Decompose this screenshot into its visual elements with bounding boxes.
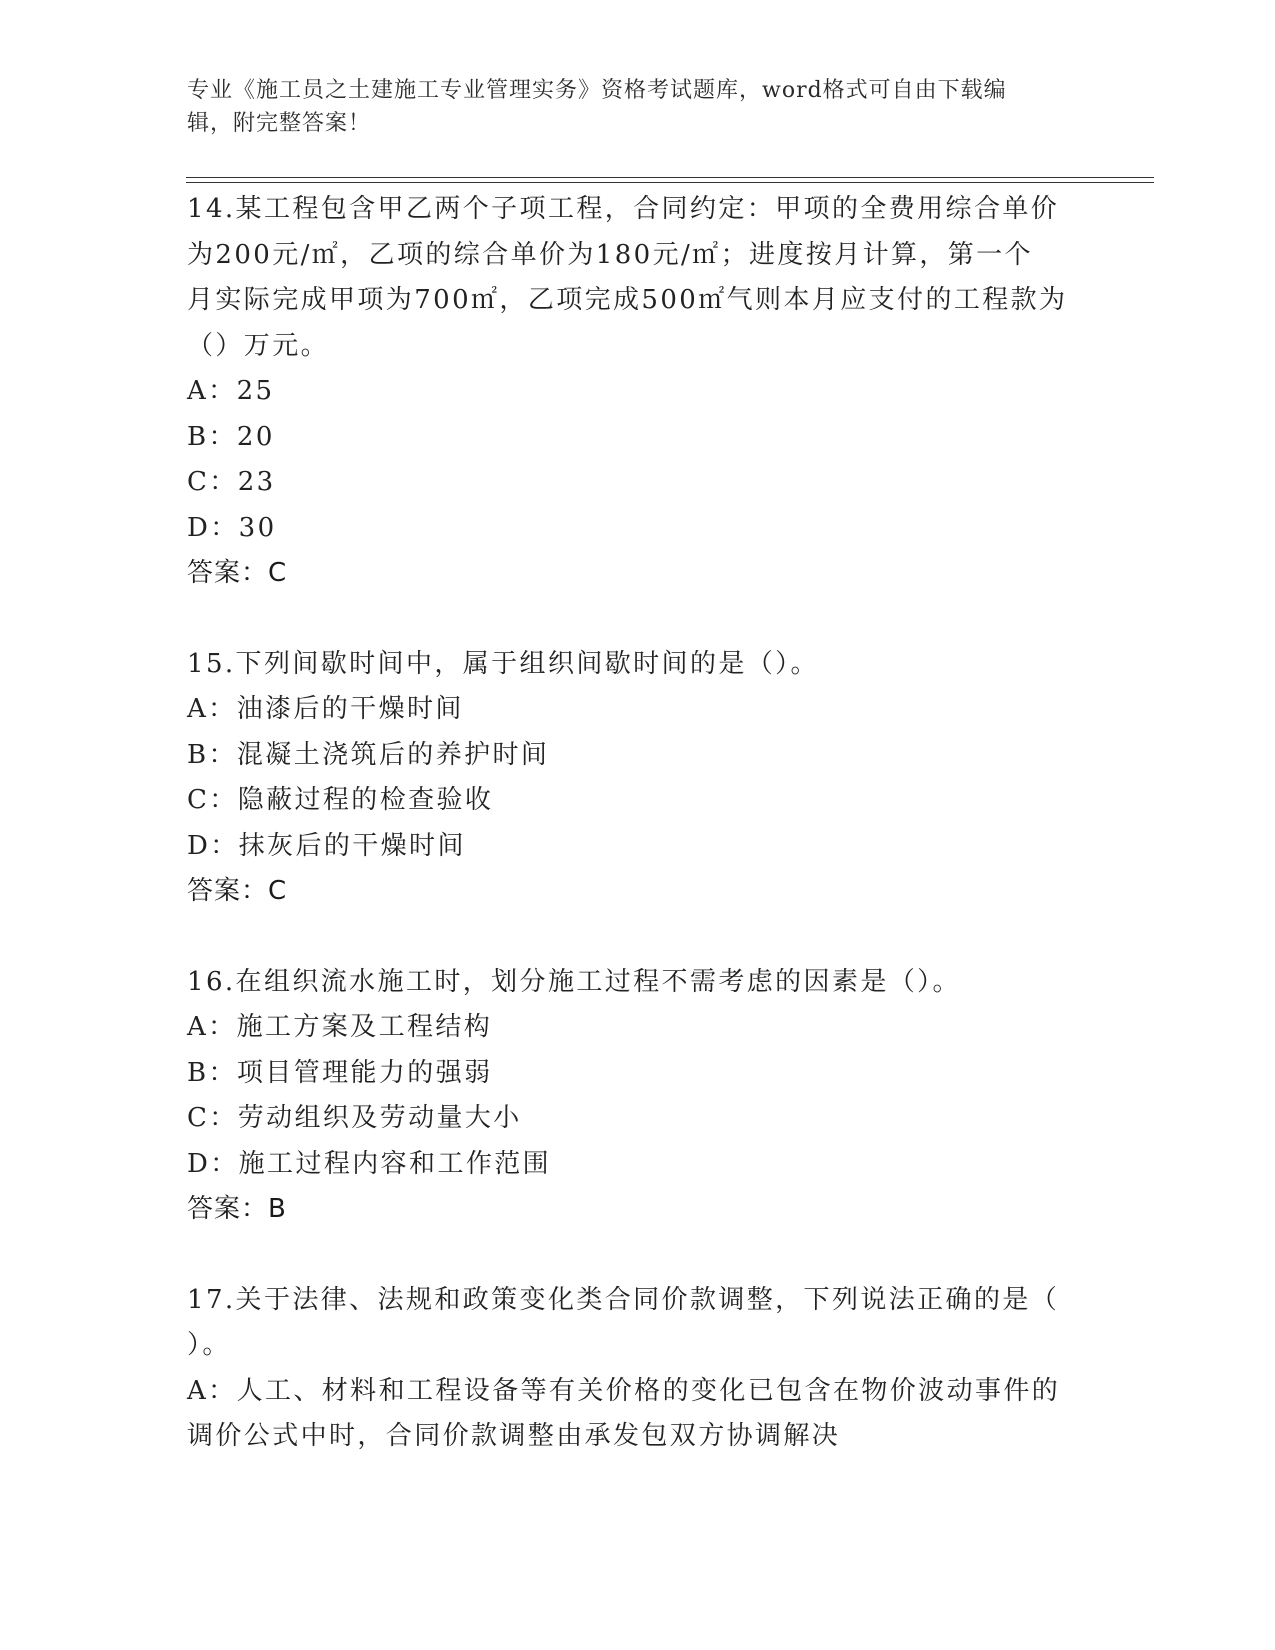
question-spacer [187, 1233, 1087, 1278]
question-stem-line: 14.某工程包含甲乙两个子项工程，合同约定：甲项的全费用综合单价 [187, 194, 1060, 224]
answer-line: 答案：B [187, 1194, 287, 1224]
question-stem-line: 15.下列间歇时间中，属于组织间歇时间的是（）。 [187, 648, 819, 679]
option-c: C：23 [187, 467, 276, 497]
question-spacer [187, 597, 1087, 642]
option-a: A：施工方案及工程结构 [187, 1012, 493, 1042]
question-16 [187, 960, 1087, 1233]
option-d: D：施工过程内容和工作范围 [187, 1148, 552, 1179]
header-divider-bottom [186, 182, 1154, 183]
question-stem-line: （）万元。 [187, 330, 330, 361]
option-a: A：油漆后的干燥时间 [187, 694, 464, 724]
question-17 [187, 1278, 1087, 1460]
option-a: A：人工、材料和工程设备等有关价格的变化已包含在物价波动事件的 [187, 1375, 1061, 1406]
option-b: B：混凝土浇筑后的养护时间 [187, 739, 550, 770]
question-stem-line: 16.在组织流水施工时，划分施工过程不需考虑的因素是（）。 [187, 966, 961, 997]
header-divider-top [186, 177, 1154, 178]
question-stem-line: ）。 [187, 1330, 231, 1360]
question-15 [187, 642, 1087, 915]
option-d: D：抹灰后的干燥时间 [187, 830, 466, 861]
answer-line: 答案：C [187, 558, 288, 588]
option-a: A：25 [187, 376, 275, 406]
option-b: B：20 [187, 421, 275, 452]
question-14 [187, 187, 1087, 597]
question-stem-line: 为200元/㎡，乙项的综合单价为180元/㎡；进度按月计算，第一个 [187, 239, 1033, 270]
answer-line: 答案：C [187, 876, 288, 906]
option-c: C：劳动组织及劳动量大小 [187, 1103, 522, 1133]
question-spacer [187, 915, 1087, 960]
document-header [187, 74, 1067, 140]
question-stem-line: 月实际完成甲项为700㎡，乙项完成500㎡气则本月应支付的工程款为 [187, 285, 1068, 315]
option-b: B：项目管理能力的强弱 [187, 1057, 493, 1088]
header-line-1: 专业《施工员之土建施工专业管理实务》资格考试题库，word格式可自由下载编 [187, 78, 1007, 103]
option-a-continued: 调价公式中时，合同价款调整由承发包双方协调解决 [187, 1421, 841, 1451]
header-line-2: 辑，附完整答案！ [187, 111, 372, 136]
option-d: D：30 [187, 512, 277, 543]
question-stem-line: 17.关于法律、法规和政策变化类合同价款调整，下列说法正确的是（ [187, 1284, 1060, 1315]
question-list [187, 187, 1087, 1460]
option-c: C：隐蔽过程的检查验收 [187, 785, 494, 815]
